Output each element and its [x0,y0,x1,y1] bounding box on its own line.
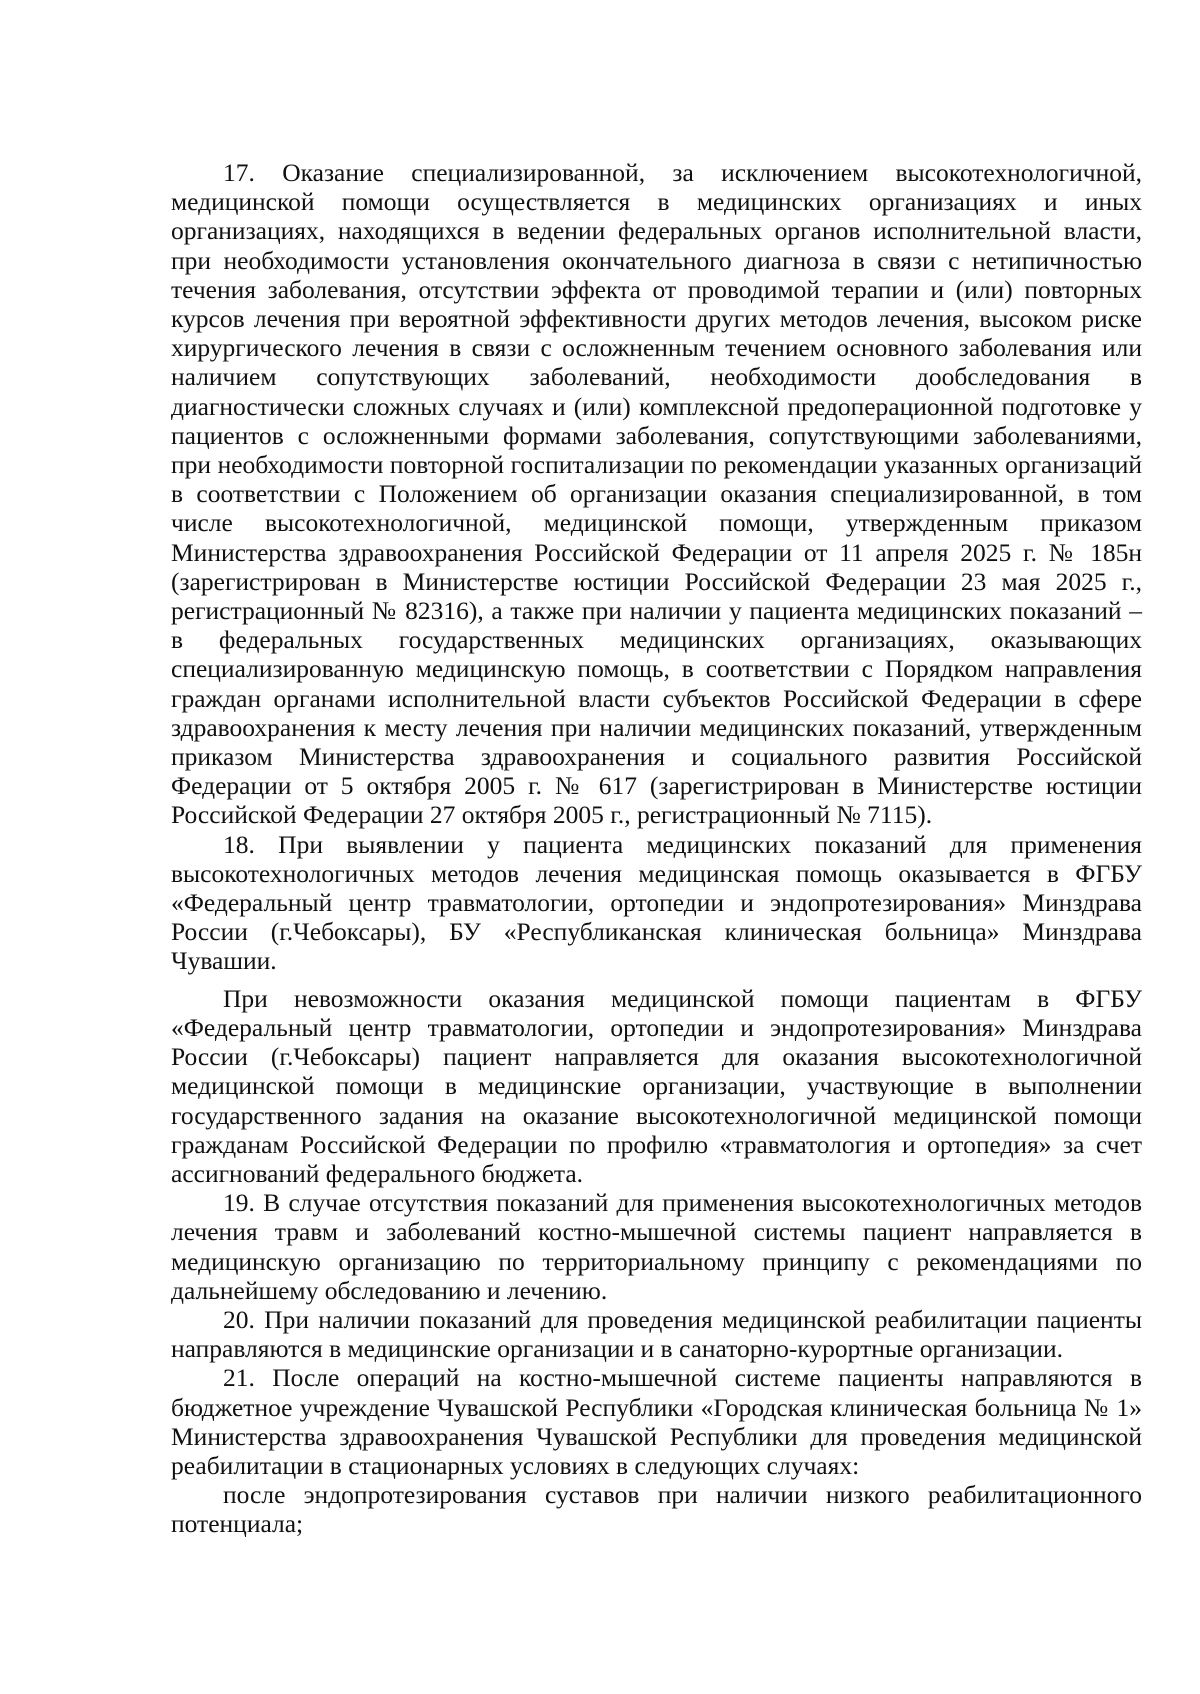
document-body [171,158,1142,1539]
paragraph-19: 19. В случае отсутствия показаний для применения высокотехнологичных методов лечения травм и заболеваний костно-мышечной системы пациент направляется в медицинскую организацию по территориальному принципу с рекомендациями по дальнейшему обследованию и лечению. [171,1188,1142,1305]
paragraph-20: 20. При наличии показаний для проведения медицинской реабилитации пациенты направляются в медицинские организации и в санаторно-курортные организации. [171,1304,1142,1364]
paragraph-21: 21. После операций на костно-мышечной системе пациенты направляются в бюджетное учреждение Чувашской Республики «Городская клиническая больница № 1» Министерства здравоохранения Чувашской Республики для проведения медицинской реабилитации в стационарных условиях в следующих случаях: [171,1363,1142,1480]
paragraph-18: 18. При выявлении у пациента медицинских показаний для применения высокотехнологичных методов лечения медицинская помощь оказывается в ФГБУ «Федеральный центр травматологии, ортопедии и эндопротезирования» Минздрава России (г.Чебоксары), БУ «Республиканская клиническая больница» Минздрава Чувашии. [171,829,1142,976]
paragraph-17: 17. Оказание специализированной, за исключением высокотехнологичной, медицинской помощи осуществляется в медицинских организациях и иных организациях, находящихся в ведении федеральных органов исполнительной власти, при необходимости установления окончательного диагноза в связи с нетипичностью течения заболевания, отсутствии эффекта от проводимой терапии и (или) повторных курсов лечения при вероятной эффективности других методов лечения, высоком риске хирургического лечения в связи с осложненным течением основного заболевания или наличием сопутствующих заболеваний, необходимости дообследования в диагностически сложных случаях и (или) комплексной предоперационной подготовке у пациентов с осложненными формами заболевания, сопутствующими заболеваниями, при необходимости повторной госпитализации по рекомендации указанных организаций в соответствии с Положением об организации оказания специализированной, в том числе высокотехнологичной, медицинской помощи, утвержденным приказом Министерства здравоохранения Российской Федерации от 11 апреля 2025 г. № 185н (зарегистрирован в Министерстве юстиции Российской Федерации 23 мая 2025 г., регистрационный № 82316), а также при наличии у пациента медицинских показаний – в федеральных государственных медицинских организациях, оказывающих специализированную медицинскую помощь, в соответствии с Порядком направления граждан органами исполнительной власти субъектов Российской Федерации в сфере здравоохранения к месту лечения при наличии медицинских показаний, утвержденным приказом Министерства здравоохранения и социального развития Российской Федерации от 5 октября 2005 г. № 617 (зарегистрирован в Министерстве юстиции Российской Федерации 27 октября 2005 г., регистрационный № 7115). [171,158,1142,830]
paragraph-21-item: после эндопротезирования суставов при наличии низкого реабилитационного потенциала; [171,1480,1142,1539]
paragraph-18-continued: При невозможности оказания медицинской помощи пациентам в ФГБУ «Федеральный центр травматологии, ортопедии и эндопротезирования» Минздрава России (г.Чебоксары) пациент направляется для оказания высокотехнологичной медицинской помощи в медицинские организации, участвующие в выполнении государственного задания на оказание высокотехнологичной медицинской помощи гражданам Российской Федерации по профилю «травматология и ортопедия» за счет ассигнований федерального бюджета. [171,983,1142,1188]
